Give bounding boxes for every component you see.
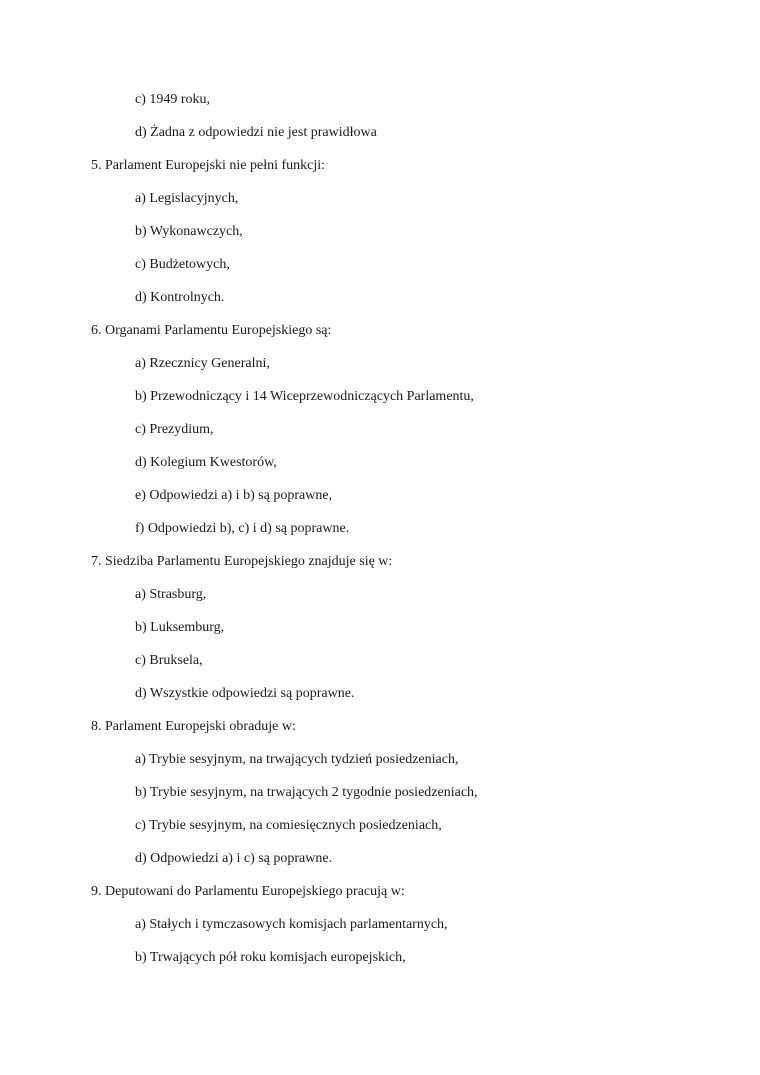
option-item: b) Przewodniczący i 14 Wiceprzewodniczących Parlamentu, [135,389,474,404]
option-item: c) Prezydium, [135,422,214,437]
option-item: a) Stałych i tymczasowych komisjach parlamentarnych, [135,917,448,932]
option-item: f) Odpowiedzi b), c) i d) są poprawne. [135,521,350,536]
question-5-text: 5. Parlament Europejski nie pełni funkcji: [91,158,326,173]
option-item: c) Trybie sesyjnym, na comiesięcznych posiedzeniach, [135,818,442,833]
option-item: e) Odpowiedzi a) i b) są poprawne, [135,488,333,503]
option-item: b) Wykonawczych, [135,224,243,239]
question-8-text: 8. Parlament Europejski obraduje w: [91,719,296,734]
option-item: d) Wszystkie odpowiedzi są poprawne. [135,686,355,701]
option-item: d) Kolegium Kwestorów, [135,455,277,470]
option-item: a) Strasburg, [135,587,207,602]
option-item: b) Trybie sesyjnym, na trwających 2 tygodnie posiedzeniach, [135,785,478,800]
option-item: a) Legislacyjnych, [135,191,239,206]
option-item: b) Trwających pół roku komisjach europejskich, [135,950,406,965]
option-item: c) 1949 roku, [135,92,211,107]
question-9-text: 9. Deputowani do Parlamentu Europejskiego pracują w: [91,884,405,899]
question-6-text: 6. Organami Parlamentu Europejskiego są: [91,323,332,338]
option-item: a) Rzecznicy Generalni, [135,356,270,371]
option-item: d) Żadna z odpowiedzi nie jest prawidłowa [135,125,377,140]
option-item: d) Kontrolnych. [135,290,225,305]
option-item: c) Budżetowych, [135,257,230,272]
question-7-text: 7. Siedziba Parlamentu Europejskiego znajduje się w: [91,554,393,569]
option-item: c) Bruksela, [135,653,203,668]
option-item: b) Luksemburg, [135,620,225,635]
option-item: d) Odpowiedzi a) i c) są poprawne. [135,851,333,866]
option-item: a) Trybie sesyjnym, na trwających tydzień posiedzeniach, [135,752,459,767]
